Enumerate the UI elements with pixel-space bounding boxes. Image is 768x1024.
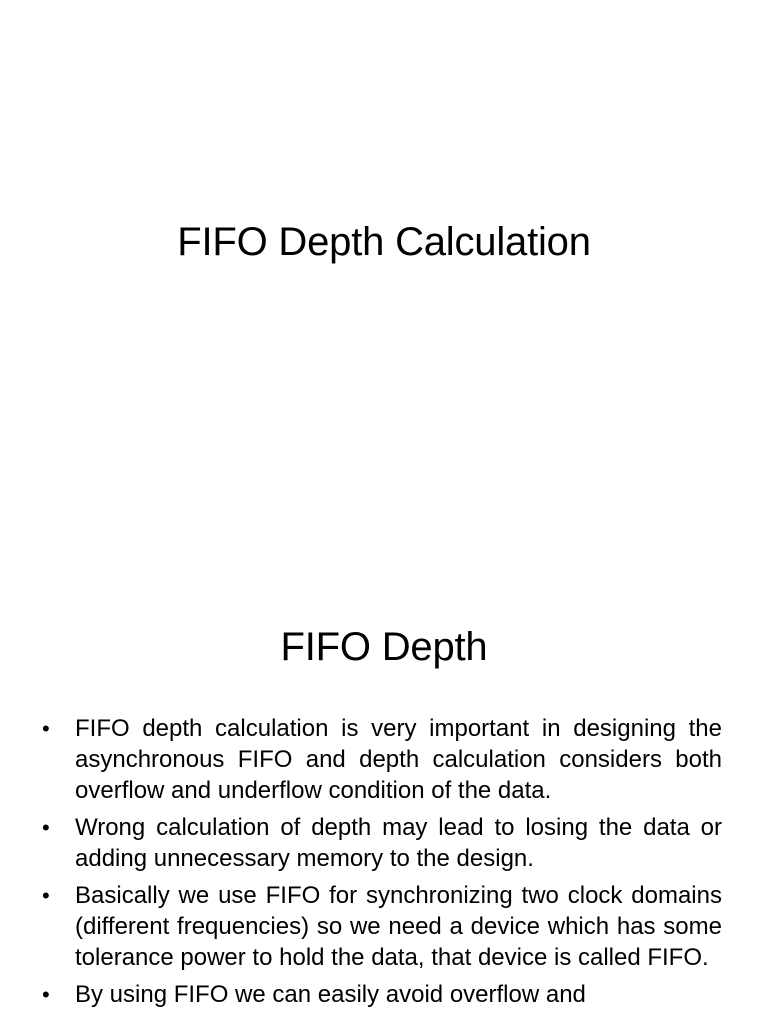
bullet-item xyxy=(40,979,722,1010)
bullet-icon: • xyxy=(42,716,50,741)
bullet-icon: • xyxy=(42,883,50,908)
bullet-item xyxy=(40,880,722,973)
bullet-icon: • xyxy=(42,815,50,840)
bullet-list xyxy=(40,713,722,1016)
bullet-icon: • xyxy=(42,982,50,1007)
bullet-text: Basically we use FIFO for synchronizing two clock domains (different frequencies) so we need a device which has some tolerance power to hold the data, that device is called FIFO. xyxy=(75,882,722,971)
bullet-text: Wrong calculation of depth may lead to losing the data or adding unnecessary memory to the design. xyxy=(75,814,722,872)
bullet-text: By using FIFO we can easily avoid overflow and xyxy=(75,981,586,1008)
bullet-item xyxy=(40,713,722,806)
bullet-item xyxy=(40,812,722,874)
bullet-text: FIFO depth calculation is very important in designing the asynchronous FIFO and depth calculation considers both overflow and underflow condition of the data. xyxy=(75,715,722,804)
content-slide xyxy=(0,576,768,1024)
slide-heading: FIFO Depth xyxy=(280,625,488,669)
slide-title: FIFO Depth Calculation xyxy=(177,220,591,264)
